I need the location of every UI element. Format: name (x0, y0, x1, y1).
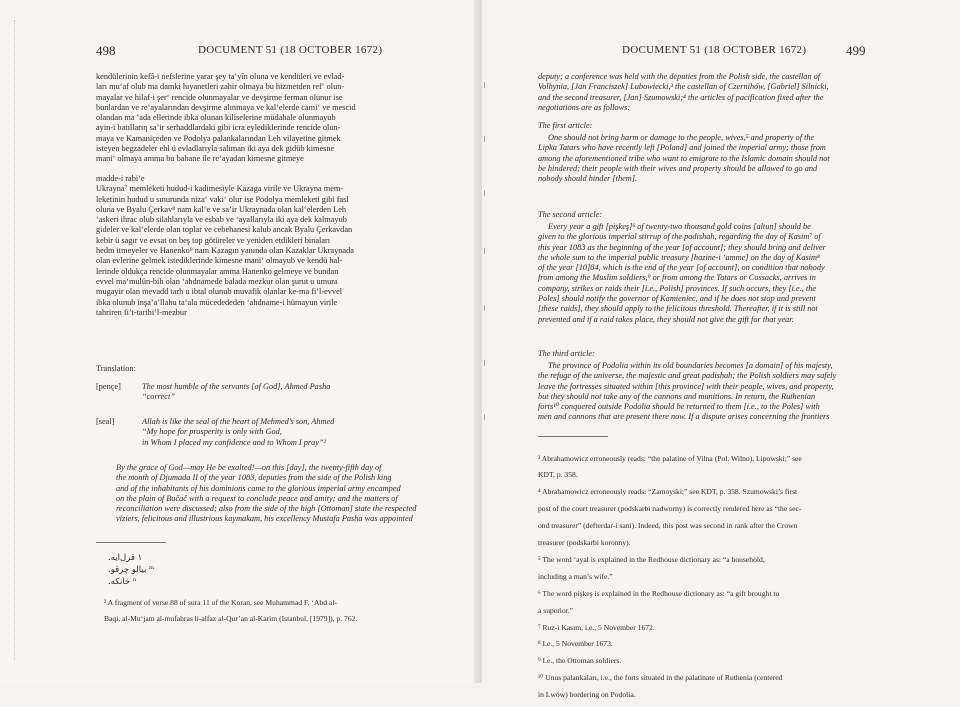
right-paragraph-1 (538, 72, 908, 113)
text-line: prevented and if a raid takes place, they should not give the gift for that year. (538, 314, 794, 324)
translation-text: Allah is like the seal of the heart of Mehmed’s son, Ahmed “My hope for prosperity is only with God, in Whom I placed my confidence and to Whom I pray”² (142, 417, 335, 447)
text-line: madde-i rabi‘e (96, 174, 145, 183)
text-line: from among the Muslim soldiers,⁹ or from among the Tatars or Cossacks, arrives in (538, 273, 816, 283)
right-running-head: DOCUMENT 51 (18 OCTOBER 1672) (622, 44, 807, 56)
text-line: ayin-i batıllarıη sa’ir serhaddlardaki gibi icra eylediklerinde rencide olun- (96, 123, 341, 133)
margin-mark (484, 414, 488, 420)
translation-label: [pençe] (96, 382, 121, 391)
text-line: oluna ve Byalu Çerkav⁸ nam kal‘e ve sa’ir Ukraynada olan kal‘elerden Leh (96, 204, 347, 214)
text-line: kebir ü sagır ve evsat on beş top götüreler ve yeniden etdikleri binaları (96, 235, 331, 245)
margin-mark (484, 136, 488, 142)
text-line: on the plain of Bučač with a request to conclude peace and amity; and the matters of (116, 493, 398, 503)
left-paragraph-2 (96, 174, 456, 318)
footnote-rule (538, 436, 608, 437)
first-article-text (538, 133, 908, 184)
text-line: and the second treasurer, [Jan] Szumowski;⁴ the articles of pacification fixed after the (538, 92, 824, 102)
text-line: nobody should hinder [them]. (538, 174, 638, 184)
text-line: in Lwów) bordering on Podolia. (538, 690, 636, 700)
text-line: company, strikes or raids their [i.e., Polish] provinces. If such occurs, they [i.e., the (538, 283, 817, 293)
text-line: ¹⁰ Unus palankaları, i.e., the forts situated in the palatinate of Ruthenia (centered (538, 673, 783, 683)
text-line: Volhynia, [Jan Franciszek] Lubowiecki,³ the castellan of Czernihów, [Gabriel] Silnicki, (538, 82, 829, 92)
text-line: ³ Abrahamowicz erroneously reads: “the palatine of Vilna (Pol. Wilno), Lipowski;” see (538, 453, 802, 463)
first-article-heading: The first article: (538, 121, 593, 130)
footnote-2 (104, 590, 464, 631)
text-line: ibka olunub inşa’a’llahu ta‘ala mücedededen ‘ahdname-i hümayun virile (96, 297, 338, 307)
text-line: ları mu‘af olub ma damki hıyanetleri zahir olmaya bu hizmetden ref‘ olun- (96, 82, 345, 92)
text-line: [these raids], they should apply to the felicitous threshold. Thereafter, if it is still not (538, 304, 818, 314)
text-line: One should not bring harm or damage to the people, wives,⁵ and property of the (548, 133, 815, 142)
second-article-heading: The second article: (538, 210, 603, 219)
text-line: reconciliation were discussed; also from the side of the high [Ottoman] state the respected (116, 504, 417, 514)
text-line: including a man’s wife.” (538, 571, 613, 581)
text-line: olandan ma ‘ada ellerinde ibka olunan kiliselerine müdahale olunmayub (96, 113, 336, 123)
text-line: the whole sum to the imperial public treasury [hazine-i ‘amme] on the day of Kasim⁸ (538, 252, 820, 262)
footnote-arabic-3: ⁿ خانكه. (108, 577, 137, 587)
left-paragraph-1 (96, 72, 456, 165)
text-line: Lipka Tatars who have recently left [Poland] and joined the imperial army; those from (538, 143, 826, 153)
text-line: forts¹⁰ conquered outside Podolia should be returned to them [i.e., to the Poles] with (538, 402, 820, 412)
translation-label: [seal] (96, 417, 115, 426)
text-line: deputy; a conference was held with the deputies from the Polish side, the castellan of (538, 72, 821, 81)
left-page-number: 498 (96, 43, 116, 58)
left-page (0, 0, 478, 683)
text-line: men and cannons that are present there now. If a dispute arises concerning the frontiers (538, 412, 830, 422)
text-line: Every year a gift [pişkeş]⁶ of twenty-two thousand gold coins [altun] should be (548, 222, 811, 231)
text-line: gideler ve kal‘elerde olan toplar ve cebehanesi kalub ancak Byalu Çerkavdan (96, 225, 353, 235)
text-line: ⁴ Abrahamowicz erroneously reads: “Zamoyski;” see KDT, p. 358. Szumowski’s first (538, 487, 798, 497)
text-line: leketinin hudud u sınurunda niza‘ vaki‘ olur ise Podolya memleketi gibi fasl (96, 194, 349, 204)
translation-heading: Translation: (96, 364, 136, 373)
text-line: ⁶ The word pişkeş is explained in the Redhouse dictionary as: “a gift brought to (538, 588, 780, 598)
right-page (482, 0, 960, 700)
binding-mark (14, 20, 16, 660)
text-line: By the grace of God—may He be exalted!—on this [day], the twenty-fifth day of (116, 463, 382, 472)
text-line: Poles] should notify the governor of Kamieniec, and if he does not stop and prevent (538, 294, 816, 304)
margin-mark (484, 360, 488, 366)
text-line: olan evlerine gelmek istediklerinde kimesne mani‘ olmayub ve kendü hal- (96, 256, 343, 266)
text-line: ond treasurer” (defterdar-i sani). Indeed, this post was second in rank after the Crown (538, 521, 798, 531)
text-line: isteyen begzadeler ehl ü evladlarıyla saliman iki aya dek gidüb kimesne (96, 144, 335, 154)
text-line: negotiations are as follows: (538, 102, 631, 112)
text-line: ⁷ Ruz-i Kasım, i.e., 5 November 1672. (538, 622, 655, 632)
left-running-head: DOCUMENT 51 (18 OCTOBER 1672) (198, 44, 383, 56)
left-paragraph-3 (116, 463, 461, 525)
translation-row-seal (96, 417, 436, 451)
text-line: among the aforementioned tribe who want to emigrate to the Islamic domain should not (538, 153, 830, 163)
text-line: viziers, felicitous and illustrious kaymakam, his excellency Mustafa Pasha was appointed (116, 514, 413, 524)
text-line: tahriren fi’t-tarihi’l-mezbur (96, 307, 187, 317)
text-line: ⁸ I.e., 5 November 1673. (538, 639, 613, 649)
margin-mark (484, 190, 488, 196)
text-line: the refuge of the universe, the majestic and great padishah; the Polish soldiers may safely (538, 371, 837, 381)
right-page-number: 499 (846, 43, 866, 58)
text-line: a superior.” (538, 605, 574, 615)
text-line: KDT, p. 358. (538, 470, 578, 480)
second-article-text (538, 222, 908, 325)
text-line: ‘askeri ihrac olub silahlarıyla ve esbab ve ‘ayallarıyla iki aya dek kalmayub (96, 215, 347, 225)
text-line: the month of Djumada II of the year 1083, deputies from the side of the Polish king (116, 473, 392, 483)
text-line: ⁹ I.e., the Ottoman soldiers. (538, 656, 622, 666)
translation-text: The most humble of the servants [of God], Ahmed Pasha “correct” (142, 382, 331, 402)
text-line: post of the court treasurer (podskarbi nadworny) is correctly rendered here as “the sec- (538, 504, 802, 514)
text-line: leave the fortresses situated within [this province] with their people, wives, and property, (538, 381, 834, 391)
margin-mark (484, 248, 488, 254)
margin-mark (484, 305, 488, 311)
text-line: Baqi, al-Mu‘jam al-mufahras li-alfaz al-Qur’an al-Karim (Istanbul, [1979]), p. 762. (104, 614, 358, 624)
text-line: kendülerinin kefâ-i nefslerine yarar şey ta‘yîn oluna ve kendüleri ve evlad- (96, 72, 345, 81)
third-article-heading: The third article: (538, 349, 595, 358)
text-line: mayalar ve hilaf-i şer‘ rencide olunmayalar ve devşirme ferman olunur ise (96, 92, 343, 102)
text-line: mani‘ olmaya amma bu bahane ile re‘ayadan kimesne gitmeye (96, 154, 304, 164)
text-line: be hindered; their people with their wives and property should be allowed to go and (538, 163, 818, 173)
text-line: this year 1083 as the beginning of the year [of account]; they should bring and deliver (538, 242, 826, 252)
text-line: ⁵ The word ‘ayal is explained in the Redhouse dictionary as: “a household, (538, 554, 765, 564)
text-line: hedm itmeyeler ve Hanenko⁹ nam Kazagın yanında olan Kazaklar Ukraynada (96, 246, 354, 256)
text-line: lerinde oldukça rencide olunmayalar amma Hanenko gelmeye ve bundan (96, 266, 339, 276)
text-line: and of the inhabitants of his dominions came to the glorious imperial army encamped (116, 483, 401, 493)
footnote-arabic-2: ᵐ بيالو چرقو. (108, 565, 155, 575)
footnote-arabic-1: ١ قرل‌ايه. (108, 553, 143, 563)
text-line: maya ve Kamaniçeden ve Podolya palankalarından Leh vilayetine gitmek (96, 133, 341, 143)
translation-row-pence (96, 382, 436, 406)
text-line: but they should not take any of the cannons and munitions. In return, the Ruthenian (538, 391, 816, 401)
text-line: given to the glorious imperial stirrup of the padishah, regarding the day of Kasim⁷ of (538, 232, 821, 242)
text-line: bunlardan ve re‘ayalarından devşirme alınmaya ve kal‘elerde cami‘ ve mescid (96, 102, 356, 112)
text-line: The province of Podolia within its old boundaries becomes [a domain] of his majesty, (548, 361, 833, 370)
third-article-text (538, 361, 908, 423)
text-line: ² A fragment of verse 88 of sura 11 of the Koran, see Muhammad F. ‘Abd al- (104, 597, 337, 607)
text-line: mugayir olan mevadd tarh u ibtal olunub muvafik olanlar ke-ma fi’l-evvel (96, 287, 343, 297)
text-line: treasurer (podskarbi koronny). (538, 538, 631, 548)
margin-mark (484, 82, 488, 88)
text-line: of the year [10]84, which is the end of the year [of account], on condition that nobody (538, 263, 825, 273)
text-line: Ukrayna⁷ memleketi hudud-i kadimesiyle Kazaga virile ve Ukrayna mem- (96, 184, 344, 194)
footnote-rule (96, 542, 166, 543)
right-footnotes (538, 446, 908, 707)
text-line: evvel ma‘mulün-bih olan ‘ahdnamede balada mezkur olan şurut u umura (96, 276, 338, 286)
